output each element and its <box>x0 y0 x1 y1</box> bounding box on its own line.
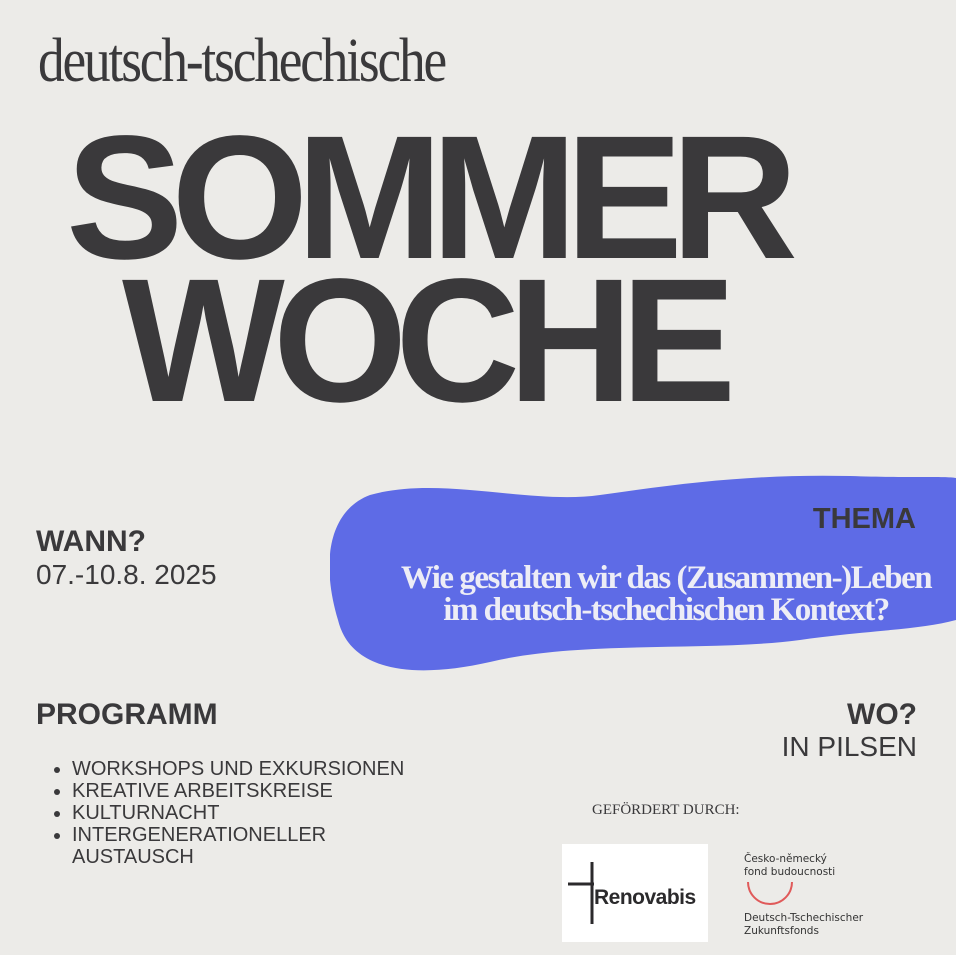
program-list <box>36 758 452 868</box>
where-location: IN PILSEN <box>781 731 917 762</box>
program-item: • INTERGENERATIONELLER AUSTAUSCH <box>72 824 332 868</box>
program-item: • KULTURNACHT <box>72 802 452 824</box>
zukunftsfonds-german-line1: Deutsch-Tschechischer <box>744 912 864 924</box>
zukunftsfonds-arc-icon <box>744 878 796 908</box>
zukunftsfonds-czech-line1: Česko-německý <box>744 853 827 865</box>
when-label: WANN? <box>36 525 146 558</box>
program-item: • KREATIVE ARBEITSKREISE <box>72 780 452 802</box>
zukunftsfonds-german-line2: Zukunftsfonds <box>744 925 819 937</box>
event-title-sommer: SOMMER <box>66 100 786 296</box>
zukunftsfonds-german-name <box>744 912 863 938</box>
program-label: PROGRAMM <box>36 698 218 731</box>
zukunftsfonds-czech-line2: fond budoucnosti <box>744 866 836 878</box>
event-subtitle: deutsch-tschechische <box>38 27 446 95</box>
where-label: WO? <box>847 698 917 731</box>
theme-question <box>376 562 956 626</box>
when-date: 07.-10.8. 2025 <box>36 559 217 590</box>
zukunftsfonds-czech-name <box>744 853 835 879</box>
event-title-woche: WOCHE <box>122 243 725 439</box>
renovabis-logo <box>562 844 708 942</box>
cross-icon <box>566 860 596 926</box>
funded-by-label: GEFÖRDERT DURCH: <box>592 802 740 818</box>
theme-label: THEMA <box>812 503 916 535</box>
program-item: • WORKSHOPS UND EXKURSIONEN <box>72 758 452 780</box>
renovabis-wordmark: Renovabis <box>594 886 696 909</box>
theme-question-line2: im deutsch-tschechischen Kontext? <box>443 592 889 628</box>
theme-question-line1: Wie gestalten wir das (Zusammen-)Leben <box>400 560 932 596</box>
